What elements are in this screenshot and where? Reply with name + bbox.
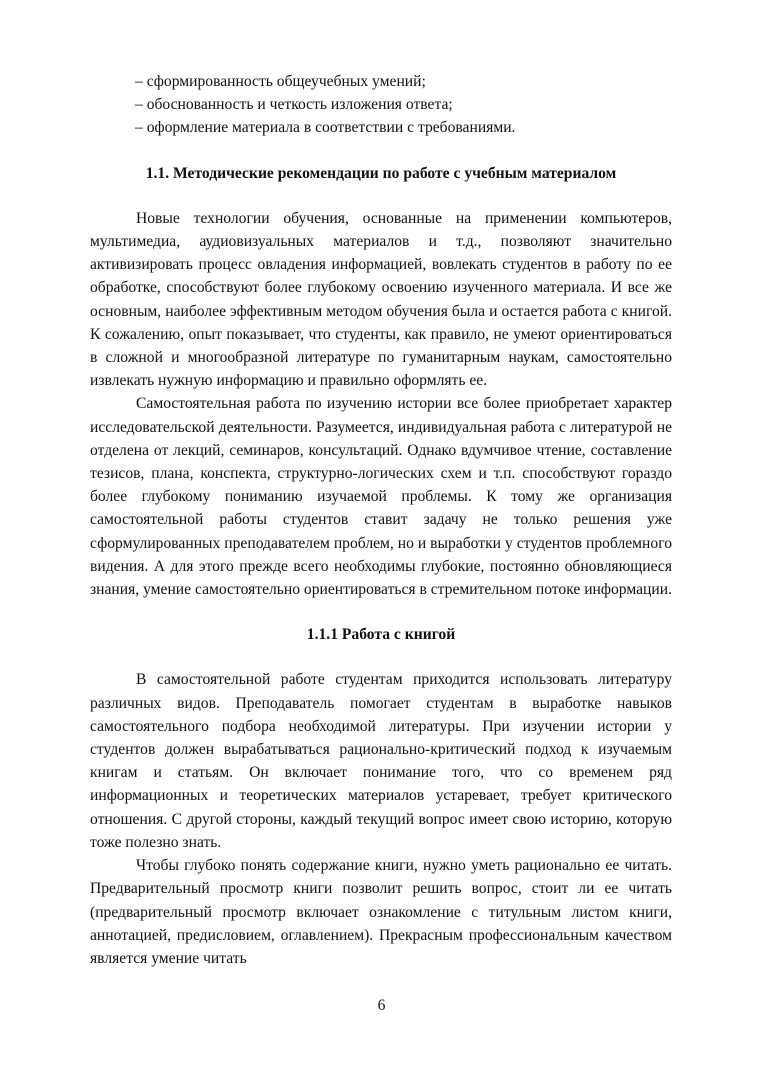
criteria-item: – обоснованность и четкость изложения ответа; bbox=[135, 96, 453, 114]
subsection-heading: 1.1.1 Работа с книгой bbox=[306, 626, 456, 644]
section-heading: 1.1. Методические рекомендации по работе с учебным материалом bbox=[145, 164, 617, 182]
page-content bbox=[90, 70, 672, 970]
body-paragraph: Чтобы глубоко понять содержание книги, нужно уметь рационально ее читать. Предварительный просмотр книги позволит решить вопрос, стоит ли ее читать (предварительный просмотр включает ознакомление с титульным листом книги, аннотацией, предисловием, оглавлением). Прекрасным профессиональным качеством является умение читать bbox=[90, 857, 672, 967]
body-paragraph: Самостоятельная работа по изучению истории все более приобретает характер исследовательской деятельности. Разумеется, индивидуальная работа с литературой не отделена от лекций, семинаров, консультаций. Однако вдумчивое чтение, составление тезисов, плана, конспекта, структурно-логических схем и т.п. способствуют гораздо более глубокому пониманию изучаемой проблемы. К тому же организация самостоятельной работы студентов ставит задачу не только решения уже сформулированных преподавателем проблем, но и выработки у студентов проблемного видения. А для этого прежде всего необходимы глубокие, постоянно обновляющиеся знания, умение самостоятельно ориентироваться в стремительном потоке информации. bbox=[90, 395, 672, 599]
page-number: 6 bbox=[377, 997, 386, 1014]
criteria-item: – сформированность общеучебных умений; bbox=[135, 73, 426, 90]
body-paragraph: В самостоятельной работе студентам приходится использовать литературу различных видов. Преподаватель помогает студентам в выработке навыков самостоятельного подбора необходимой литературы. При изучении истории у студентов должен вырабатываться рационально-критический подход к изучаемым книгам и статьям. Он включает понимание того, что со временем ряд информационных и теоретических материалов устаревает, требует критического отношения. С другой стороны, каждый текущий вопрос имеет свою историю, которую тоже полезно знать. bbox=[90, 671, 672, 851]
body-paragraph: Новые технологии обучения, основанные на применении компьютеров, мультимедиа, аудиовизуальных материалов и т.д., позволяют значительно активизировать процесс овладения информацией, вовлекать студентов в работу по ее обработке, способствуют более глубокому освоению изученного материала. И все же основным, наиболее эффективным методом обучения была и остается работа с книгой. К сожалению, опыт показывает, что студенты, как правило, не умеют ориентироваться в сложной и многообразной литературе по гуманитарным наукам, самостоятельно извлекать нужную информацию и правильно оформлять ее. bbox=[90, 209, 672, 390]
criteria-item: – оформление материала в соответствии с требованиями. bbox=[135, 119, 516, 137]
